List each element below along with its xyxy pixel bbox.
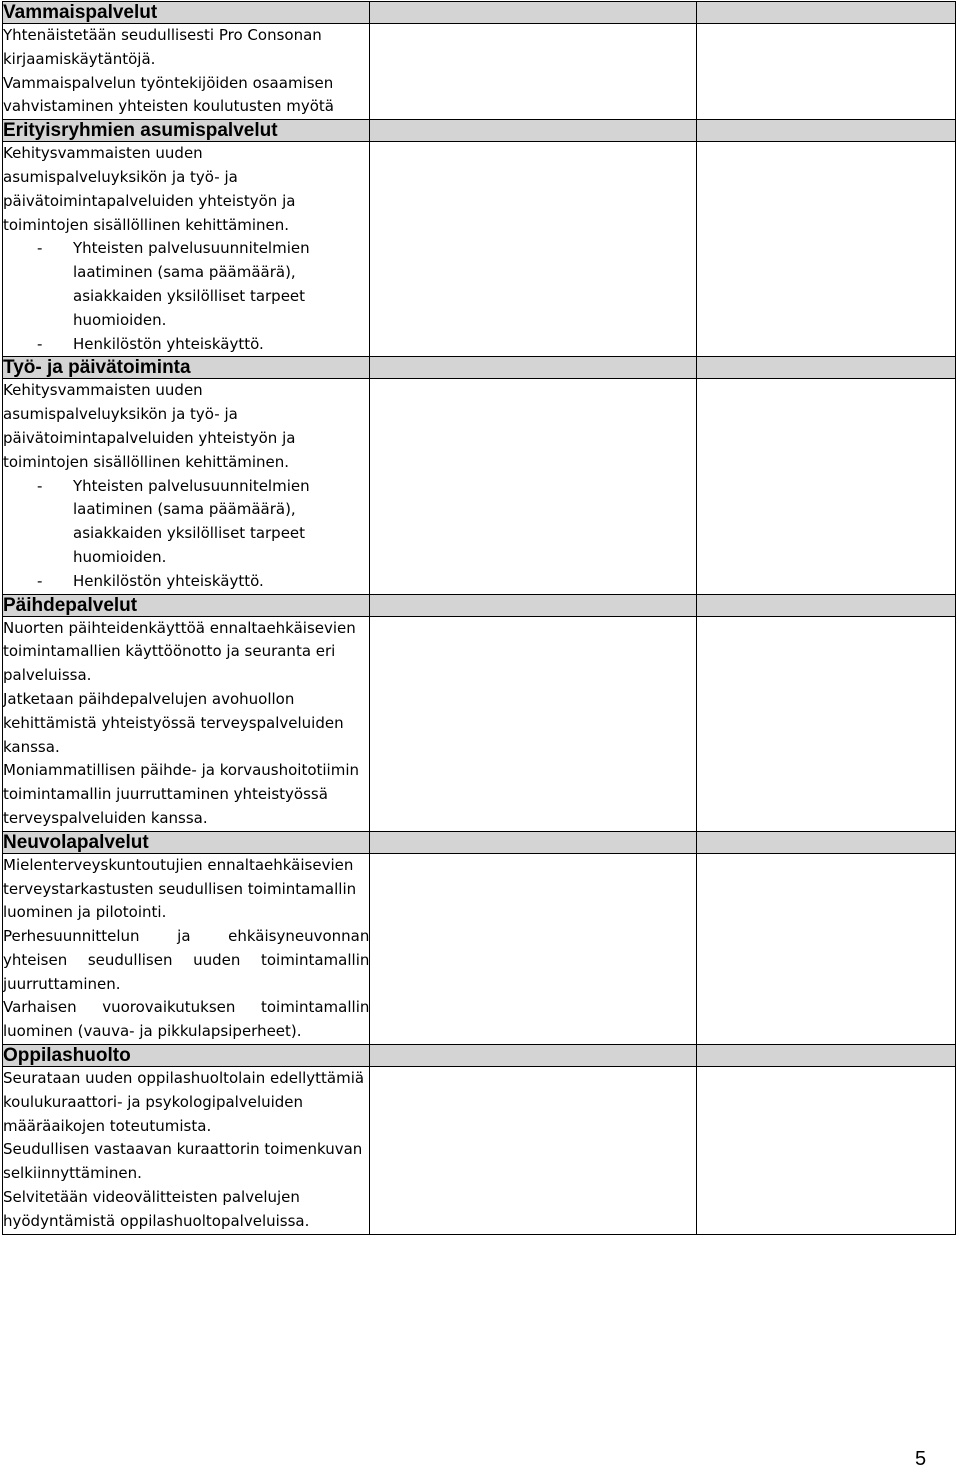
bullet-text: Yhteisten palvelusuunnitelmien laatiminen (sama päämäärä), asiakkaiden yksilölliset tarpeet huomioiden. (73, 476, 310, 566)
paragraph: Jatketaan päihdepalvelujen avohuollon kehittämistä yhteistyössä terveyspalveluiden kanssa. (3, 689, 344, 756)
header-empty-cell (696, 1045, 955, 1067)
section-heading-vammaispalvelut: Vammaispalvelut (3, 2, 370, 24)
section-body-paihdepalvelut (3, 616, 370, 831)
header-empty-cell (696, 831, 955, 853)
section-body-erityisryhmien-asumispalvelut (3, 142, 370, 357)
section-body-vammaispalvelut (3, 24, 370, 120)
empty-cell (370, 142, 696, 357)
empty-cell (370, 1067, 696, 1235)
header-empty-cell (370, 120, 696, 142)
dash-bullet: - (37, 571, 43, 590)
section-heading-paihdepalvelut: Päihdepalvelut (3, 594, 370, 616)
empty-cell (370, 853, 696, 1044)
empty-cell (370, 24, 696, 120)
section-heading-erityisryhmien-asumispalvelut: Erityisryhmien asumispalvelut (3, 120, 370, 142)
dash-bullet: - (37, 476, 43, 495)
paragraph: Moniammatillisen päihde- ja korvaushoitotiimin toimintamallin juurruttaminen yhteistyössä terveyspalveluiden kanssa. (3, 761, 360, 827)
paragraph: Yhtenäistetään seudullisesti Pro Consonan kirjaamiskäytäntöjä. (3, 26, 322, 68)
paragraph: Kehitysvammaisten uuden asumispalveluyksikön ja työ- ja päivätoimintapalveluiden yhteistyön ja toimintojen sisällöllinen kehittäminen. (3, 381, 296, 471)
paragraph: Nuorten päihteidenkäyttöä ennaltaehkäisevien toimintamallien käyttöönotto ja seuranta eri palveluissa. (3, 618, 356, 685)
header-empty-cell (696, 2, 955, 24)
bullet-text: Yhteisten palvelusuunnitelmien laatiminen (sama päämäärä), asiakkaiden yksilölliset tarpeet huomioiden. (73, 239, 310, 329)
empty-cell (696, 379, 955, 594)
empty-cell (696, 853, 955, 1044)
paragraph: Varhaisen vuorovaikutuksen toimintamallin luominen (vauva- ja pikkulapsiperheet). (3, 998, 370, 1041)
header-empty-cell (370, 2, 696, 24)
empty-cell (370, 616, 696, 831)
bullet-list (3, 475, 369, 594)
paragraph: Seurataan uuden oppilashuoltolain edellyttämiä koulukuraattori- ja psykologipalveluiden määräaikojen toteutumista. (3, 1069, 365, 1135)
section-body-row (3, 1067, 956, 1235)
header-empty-cell (370, 1045, 696, 1067)
section-header-row (3, 831, 956, 853)
paragraph: Vammaispalvelun työntekijöiden osaamisen vahvistaminen yhteisten koulutusten myötä (3, 73, 334, 116)
header-empty-cell (696, 594, 955, 616)
section-heading-oppilashuolto: Oppilashuolto (3, 1045, 370, 1067)
header-empty-cell (696, 120, 955, 142)
bullet-item (3, 570, 369, 594)
section-body-tyo-ja-paivatoiminta (3, 379, 370, 594)
section-body-oppilashuolto (3, 1067, 370, 1235)
bullet-list (3, 237, 369, 356)
header-empty-cell (370, 594, 696, 616)
header-empty-cell (370, 357, 696, 379)
section-body-row (3, 853, 956, 1044)
section-header-row (3, 1045, 956, 1067)
section-header-row (3, 120, 956, 142)
empty-cell (696, 616, 955, 831)
paragraph: Selvitetään videovälitteisten palvelujen hyödyntämistä oppilashuoltopalveluissa. (3, 1188, 310, 1230)
dash-bullet: - (37, 334, 43, 353)
section-body-row (3, 616, 956, 831)
section-header-row (3, 2, 956, 24)
bullet-text: Henkilöstön yhteiskäyttö. (73, 571, 264, 590)
paragraph: Perhesuunnittelun ja ehkäisyneuvonnan yhteisen seudullisen uuden toimintamallin juurruttaminen. (3, 927, 370, 993)
bullet-text: Henkilöstön yhteiskäyttö. (73, 334, 264, 353)
page-number: 5 (915, 1448, 927, 1470)
header-empty-cell (370, 831, 696, 853)
section-body-row (3, 142, 956, 357)
section-heading-neuvolapalvelut: Neuvolapalvelut (3, 831, 370, 853)
header-empty-cell (696, 357, 955, 379)
bullet-item (3, 237, 369, 332)
paragraph: Seudullisen vastaavan kuraattorin toimenkuvan selkiinnyttäminen. (3, 1140, 363, 1183)
bullet-item (3, 333, 369, 357)
empty-cell (696, 1067, 955, 1235)
bullet-item (3, 475, 369, 570)
section-heading-tyo-ja-paivatoiminta: Työ- ja päivätoiminta (3, 357, 370, 379)
empty-cell (696, 24, 955, 120)
section-header-row (3, 594, 956, 616)
empty-cell (370, 379, 696, 594)
dash-bullet: - (37, 239, 43, 258)
empty-cell (696, 142, 955, 357)
section-body-row (3, 379, 956, 594)
section-body-row (3, 24, 956, 120)
section-body-neuvolapalvelut (3, 853, 370, 1044)
services-table (2, 1, 956, 1235)
paragraph: Mielenterveyskuntoutujien ennaltaehkäisevien terveystarkastusten seudullisen toimintamallin luominen ja pilotointi. (3, 855, 357, 922)
paragraph: Kehitysvammaisten uuden asumispalveluyksikön ja työ- ja päivätoimintapalveluiden yhteistyön ja toimintojen sisällöllinen kehittäminen. (3, 144, 296, 234)
section-header-row (3, 357, 956, 379)
